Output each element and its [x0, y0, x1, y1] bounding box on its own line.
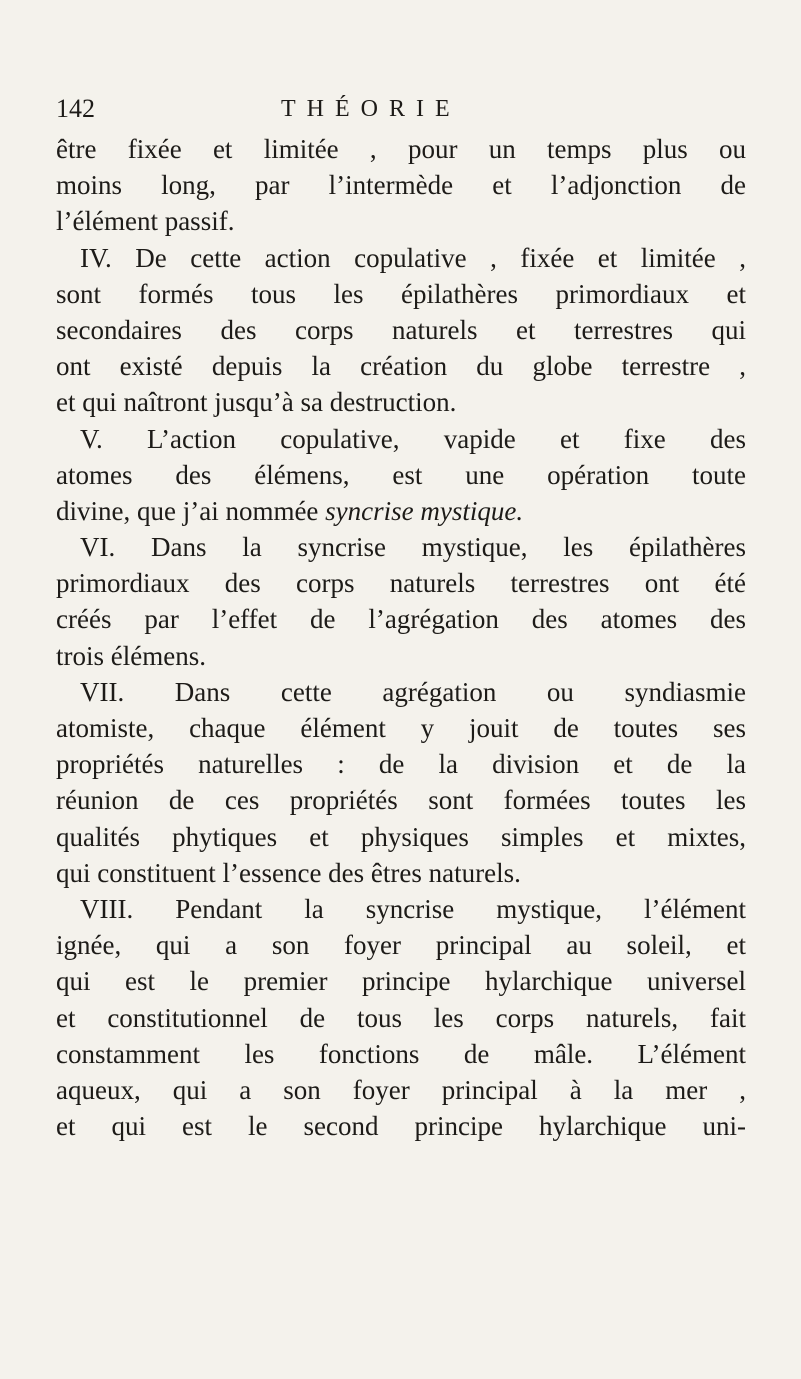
text-line-content: propriétés naturelles : de la division et de la	[56, 749, 746, 780]
text-line	[56, 1108, 746, 1144]
text-line	[56, 529, 746, 565]
page-number: 142	[56, 94, 95, 123]
text-line-content: VIII. Pendant la syncrise mystique, l’élément	[80, 893, 746, 924]
text-line-content: et constitutionnel de tous les corps naturels, fait	[56, 1002, 746, 1033]
text-line-content: aqueux, qui a son foyer principal à la mer ,	[56, 1074, 746, 1105]
text-line	[56, 421, 746, 457]
text-line-content: être fixée et limitée , pour un temps plus ou	[56, 134, 746, 164]
text-line	[56, 855, 746, 891]
running-head	[56, 94, 746, 124]
text-line	[56, 601, 746, 637]
text-line	[56, 1072, 746, 1108]
text-line-content: ont existé depuis la création du globe terrestre ,	[56, 351, 746, 382]
text-line-content: constamment les fonctions de mâle. L’élément	[56, 1038, 746, 1069]
text-line	[56, 565, 746, 601]
text-line	[56, 963, 746, 999]
text-line-content: ignée, qui a son foyer principal au soleil, et	[56, 930, 746, 961]
text-line-content: qui est le premier principe hylarchique universel	[56, 966, 746, 997]
text-line	[56, 131, 746, 167]
italic-term: syncrise mystique.	[325, 495, 524, 526]
text-line	[56, 276, 746, 312]
text-line-content: et qui naîtront jusqu’à sa destruction.	[56, 387, 457, 418]
text-line	[56, 638, 746, 674]
text-line-content: atomes des élémens, est une opération toute	[56, 459, 746, 490]
text-line	[56, 1036, 746, 1072]
text-line	[56, 1000, 746, 1036]
text-line-content: réunion de ces propriétés sont formées toutes les	[56, 785, 746, 816]
text-line	[56, 782, 746, 818]
header-title: THÉORIE	[281, 96, 461, 122]
text-line	[56, 746, 746, 782]
text-line-content: qui constituent l’essence des êtres naturels.	[56, 857, 521, 888]
text-line	[56, 927, 746, 963]
text-line-content: divine, que j’ai nommée	[56, 495, 326, 526]
text-line-content: créés par l’effet de l’agrégation des atomes des	[56, 604, 746, 635]
text-line-content: sont formés tous les épilathères primordiaux et	[56, 278, 746, 309]
text-line-content: moins long, par l’intermède et l’adjonction de	[56, 170, 746, 201]
text-line	[56, 674, 746, 710]
text-line-content: VI. Dans la syncrise mystique, les épilathères	[80, 532, 746, 563]
text-line-content: l’élément passif.	[56, 206, 235, 237]
text-line	[56, 203, 746, 239]
text-line-content: trois élémens.	[56, 640, 206, 671]
text-line-content: qualités phytiques et physiques simples et mixtes,	[56, 821, 746, 852]
text-line	[56, 457, 746, 493]
text-line	[56, 384, 746, 420]
text-line-content: secondaires des corps naturels et terrestres qui	[56, 314, 746, 345]
text-line	[56, 240, 746, 276]
text-line-content: V. L’action copulative, vapide et fixe des	[80, 423, 746, 454]
text-line-content: IV. De cette action copulative , fixée et limitée ,	[80, 242, 746, 273]
text-line-content: primordiaux des corps naturels terrestres ont été	[56, 568, 746, 599]
body-text	[56, 131, 746, 1144]
text-line-content: et qui est le second principe hylarchique uni-	[56, 1111, 746, 1142]
text-line	[56, 493, 746, 529]
text-line	[56, 891, 746, 927]
text-line	[56, 348, 746, 384]
text-line	[56, 312, 746, 348]
text-line	[56, 167, 746, 203]
text-line	[56, 819, 746, 855]
text-line-content: atomiste, chaque élément y jouit de toutes ses	[56, 713, 746, 743]
text-line-content: VII. Dans cette agrégation ou syndiasmie	[80, 676, 746, 707]
text-line	[56, 710, 746, 746]
